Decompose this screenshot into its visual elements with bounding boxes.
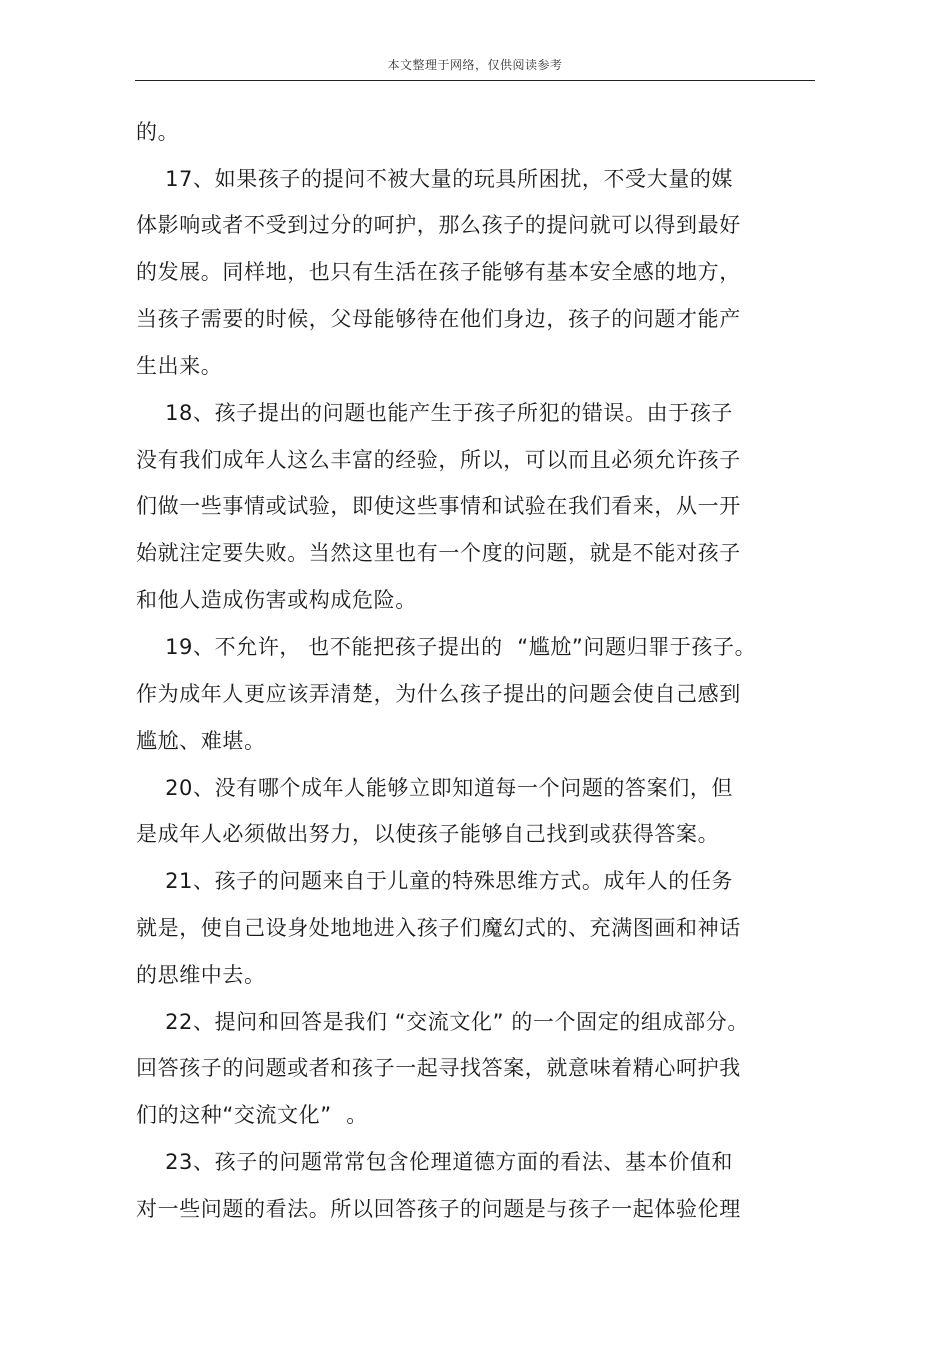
text-line: 体影响或者不受到过分的呵护，那么孩子的提问就可以得到最好 — [136, 213, 741, 237]
text-line: 始就注定要失败。当然这里也有一个度的问题，就是不能对孩子 — [136, 541, 741, 565]
text-line: 回答孩子的问题或者和孩子一起寻找答案，就意味着精心呵护我 — [136, 1056, 741, 1080]
text-line: 19、不允许， 也不能把孩子提出的 “尴尬”问题归罪于孩子。 — [136, 635, 757, 659]
text-line: 们做一些事情或试验，即使这些事情和试验在我们看来，从一开 — [136, 494, 741, 518]
text-line: 的发展。同样地，也只有生活在孩子能够有基本安全感的地方， — [136, 260, 741, 284]
page-header: 本文整理于网络，仅供阅读参考 — [387, 58, 563, 72]
text-line: 22、提问和回答是我们 “交流文化” 的一个固定的组成部分。 — [136, 1010, 749, 1034]
text-line: 17、如果孩子的提问不被大量的玩具所困扰，不受大量的媒 — [136, 167, 734, 191]
text-line: 的。 — [136, 120, 180, 144]
text-line: 对一些问题的看法。所以回答孩子的问题是与孩子一起体验伦理 — [136, 1197, 741, 1221]
text-line: 就是，使自己设身处地地进入孩子们魔幻式的、充满图画和神话 — [136, 916, 741, 940]
text-line: 尴尬、难堪。 — [136, 729, 266, 753]
text-line: 没有我们成年人这么丰富的经验，所以，可以而且必须允许孩子 — [136, 448, 741, 472]
text-line: 和他人造成伤害或构成危险。 — [136, 588, 417, 612]
text-line: 是成年人必须做出努力，以使孩子能够自己找到或获得答案。 — [136, 822, 720, 846]
text-line: 23、孩子的问题常常包含伦理道德方面的看法、基本价值和 — [136, 1150, 734, 1174]
text-line: 21、孩子的问题来自于儿童的特殊思维方式。成年人的任务 — [136, 869, 734, 893]
text-line: 生出来。 — [136, 354, 223, 378]
text-line: 20、没有哪个成年人能够立即知道每一个问题的答案们，但 — [136, 776, 734, 800]
text-line: 18、孩子提出的问题也能产生于孩子所犯的错误。由于孩子 — [136, 401, 734, 425]
text-line: 的思维中去。 — [136, 963, 266, 987]
text-line: 作为成年人更应该弄清楚，为什么孩子提出的问题会使自己感到 — [136, 682, 741, 706]
text-line: 们的这种“交流文化” 。 — [136, 1103, 368, 1127]
text-line: 当孩子需要的时候，父母能够待在他们身边，孩子的问题才能产 — [136, 307, 741, 331]
